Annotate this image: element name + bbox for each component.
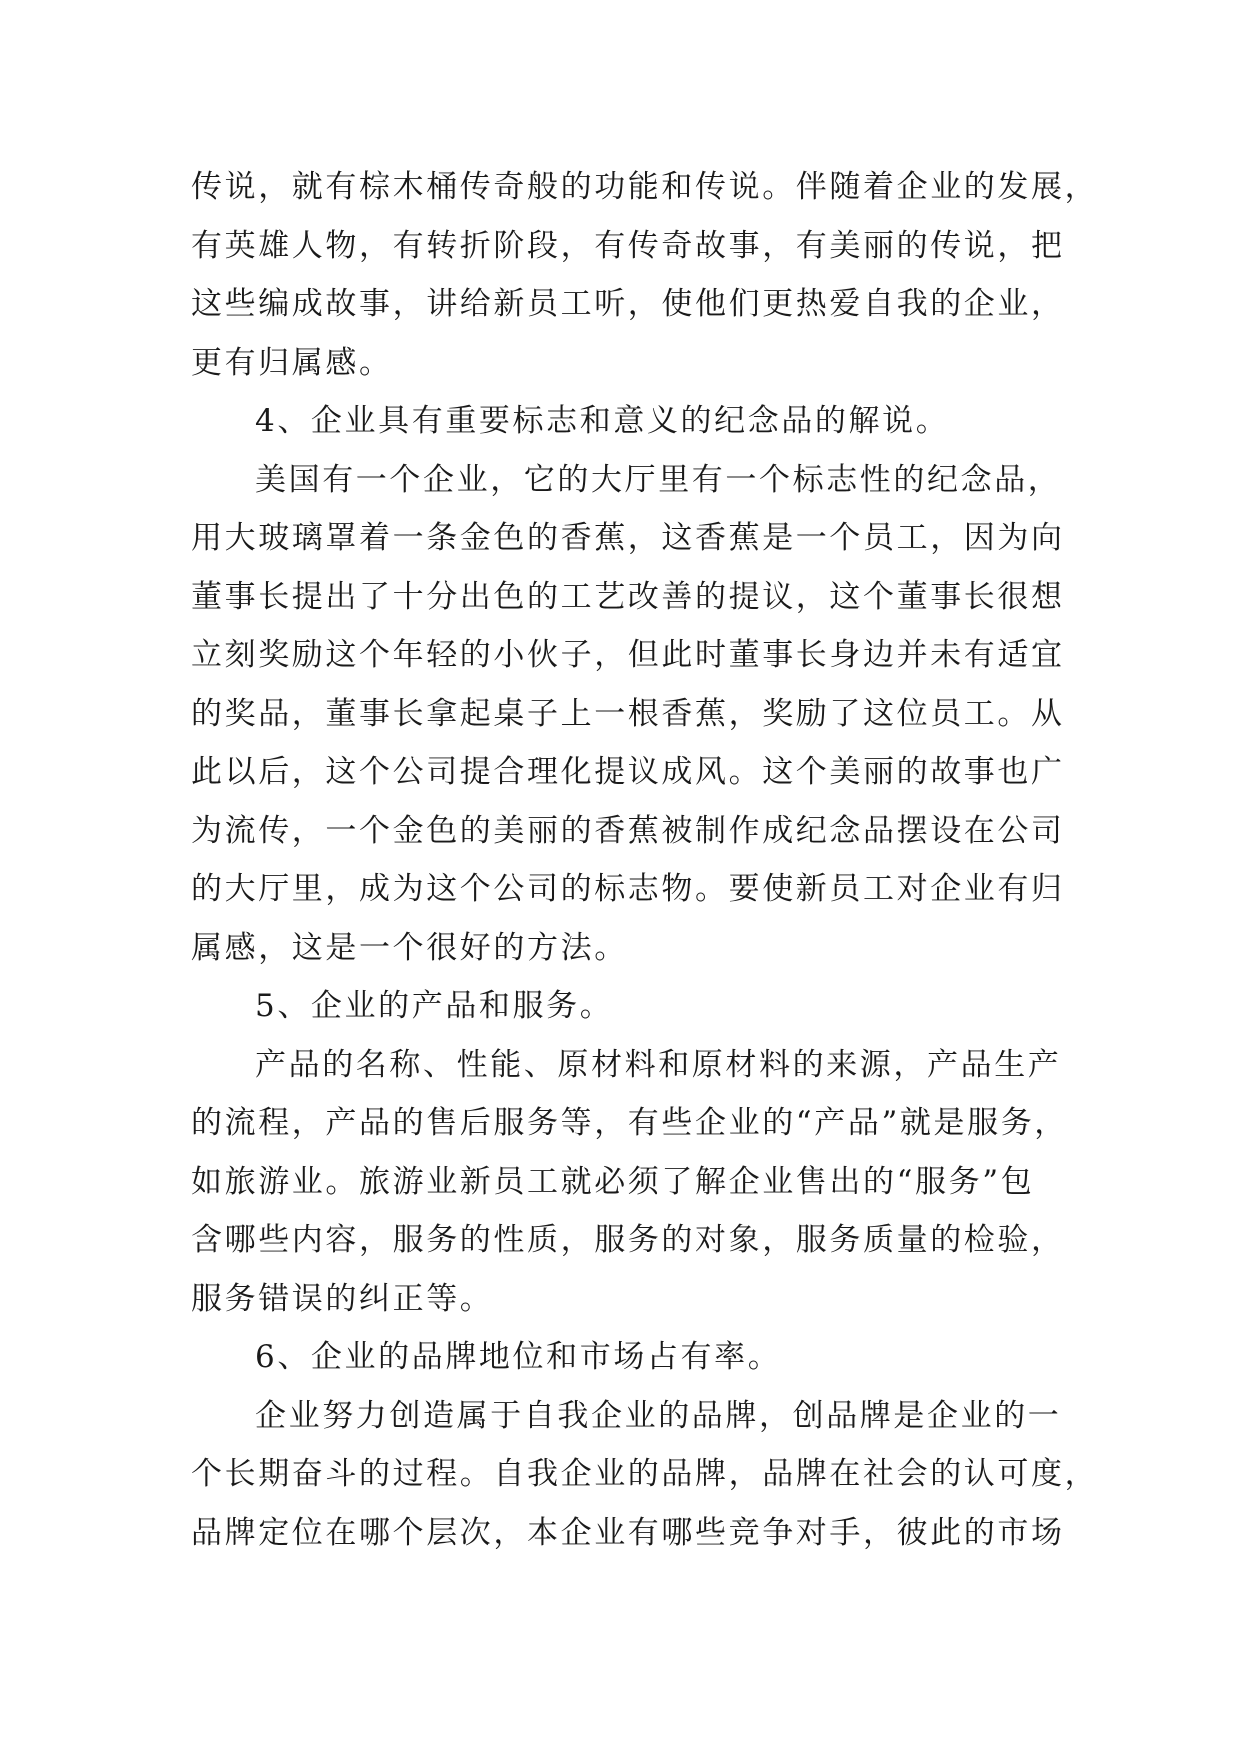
- text-line: 产品的名称、性能、原材料和原材料的来源，产品生产: [255, 1046, 1062, 1083]
- text-line: 立刻奖励这个年轻的小伙子，但此时董事长身边并未有适宜: [191, 637, 1065, 673]
- text-line: 个长期奋斗的过程。自我企业的品牌，品牌在社会的认可度，: [191, 1456, 1099, 1492]
- section-heading-4: 4、企业具有重要标志和意义的纪念品的解说。: [255, 403, 950, 439]
- text-line: 的大厅里，成为这个公司的标志物。要使新员工对企业有归: [191, 871, 1065, 907]
- text-line: 的流程，产品的售后服务等，有些企业的“产品”就是服务，: [191, 1105, 1068, 1141]
- text-line: 董事长提出了十分出色的工艺改善的提议，这个董事长很想: [191, 578, 1065, 615]
- text-line: 含哪些内容，服务的性质，服务的对象，服务质量的检验，: [191, 1222, 1065, 1258]
- text-line: 美国有一个企业，它的大厅里有一个标志性的纪念品，: [255, 461, 1062, 498]
- text-line: 更有归属感。: [191, 344, 393, 381]
- document-body: [191, 158, 1099, 1562]
- text-line: 的奖品，董事长拿起桌子上一根香蕉，奖励了这位员工。从: [191, 695, 1065, 732]
- text-line: 用大玻璃罩着一条金色的香蕉，这香蕉是一个员工，因为向: [191, 520, 1065, 556]
- text-line: 为流传，一个金色的美丽的香蕉被制作成纪念品摆设在公司: [191, 812, 1065, 849]
- text-line: 服务错误的纠正等。: [191, 1280, 494, 1317]
- text-line: 传说，就有棕木桶传奇般的功能和传说。伴随着企业的发展，: [191, 169, 1099, 205]
- text-line: 品牌定位在哪个层次，本企业有哪些竞争对手，彼此的市场: [191, 1514, 1065, 1551]
- text-line: 企业努力创造属于自我企业的品牌，创品牌是企业的一: [255, 1397, 1062, 1434]
- section-heading-6: 6、企业的品牌地位和市场占有率。: [255, 1339, 782, 1375]
- section-heading-5: 5、企业的产品和服务。: [255, 988, 614, 1024]
- text-line: 此以后，这个公司提合理化提议成风。这个美丽的故事也广: [191, 754, 1065, 790]
- text-line: 这些编成故事，讲给新员工听，使他们更热爱自我的企业，: [191, 286, 1065, 322]
- text-line: 如旅游业。旅游业新员工就必须了解企业售出的“服务”包: [191, 1163, 1035, 1200]
- text-line: 有英雄人物，有转折阶段，有传奇故事，有美丽的传说，把: [191, 227, 1065, 264]
- text-line: 属感，这是一个很好的方法。: [191, 929, 628, 966]
